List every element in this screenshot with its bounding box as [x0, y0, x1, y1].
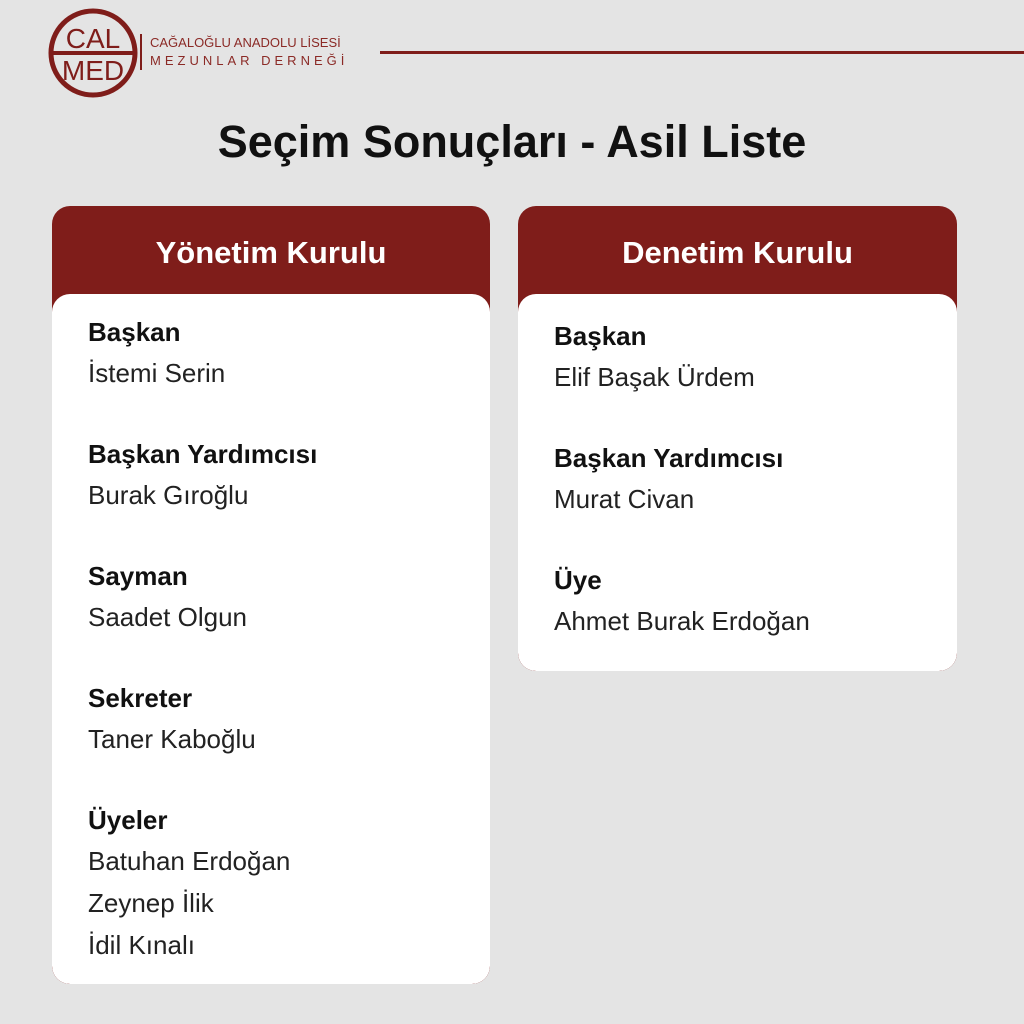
- role-label: Üyeler: [88, 805, 168, 835]
- role-label: Başkan Yardımcısı: [554, 443, 784, 473]
- role-group: [88, 312, 454, 394]
- role-label: Sekreter: [88, 683, 193, 713]
- page-title: Seçim Sonuçları - Asil Liste: [217, 116, 807, 167]
- member-name: Zeynep İlik: [88, 888, 214, 918]
- role-label: Başkan Yardımcısı: [88, 439, 318, 469]
- role-label: Başkan: [554, 321, 647, 351]
- role-group: [88, 800, 454, 966]
- board-card: [52, 206, 490, 984]
- role-group: [88, 434, 454, 516]
- role-label: Başkan: [88, 317, 181, 347]
- member-name: Ahmet Burak Erdoğan: [554, 606, 810, 636]
- svg-text:MED: MED: [61, 55, 125, 86]
- member-name: İdil Kınalı: [88, 930, 195, 960]
- board-heading: Yönetim Kurulu: [155, 235, 387, 270]
- logo-line1: CAĞALOĞLU ANADOLU LİSESİ: [150, 35, 341, 50]
- role-group: [88, 556, 454, 638]
- audit-heading: Denetim Kurulu: [622, 235, 853, 270]
- member-name: İstemi Serin: [88, 358, 226, 388]
- role-group: [88, 678, 454, 760]
- member-name: Murat Civan: [554, 484, 695, 514]
- logo-line2: MEZUNLAR DERNEĞİ: [150, 53, 349, 68]
- audit-list: [518, 294, 957, 671]
- header-rule: [380, 51, 1024, 54]
- role-group: [554, 560, 921, 642]
- role-label: Üye: [554, 565, 602, 595]
- member-name: Taner Kaboğlu: [88, 724, 256, 754]
- role-label: Sayman: [88, 561, 188, 591]
- board-list: [52, 294, 490, 984]
- member-name: Batuhan Erdoğan: [88, 846, 291, 876]
- logo-monogram: [48, 8, 138, 98]
- logo-text: [140, 34, 348, 70]
- member-name: Burak Gıroğlu: [88, 480, 249, 510]
- member-name: Saadet Olgun: [88, 602, 248, 632]
- role-group: [554, 438, 921, 520]
- role-group: [554, 316, 921, 398]
- svg-text:CAL: CAL: [65, 23, 121, 54]
- member-name: Elif Başak Ürdem: [554, 362, 755, 392]
- audit-card: [518, 206, 957, 671]
